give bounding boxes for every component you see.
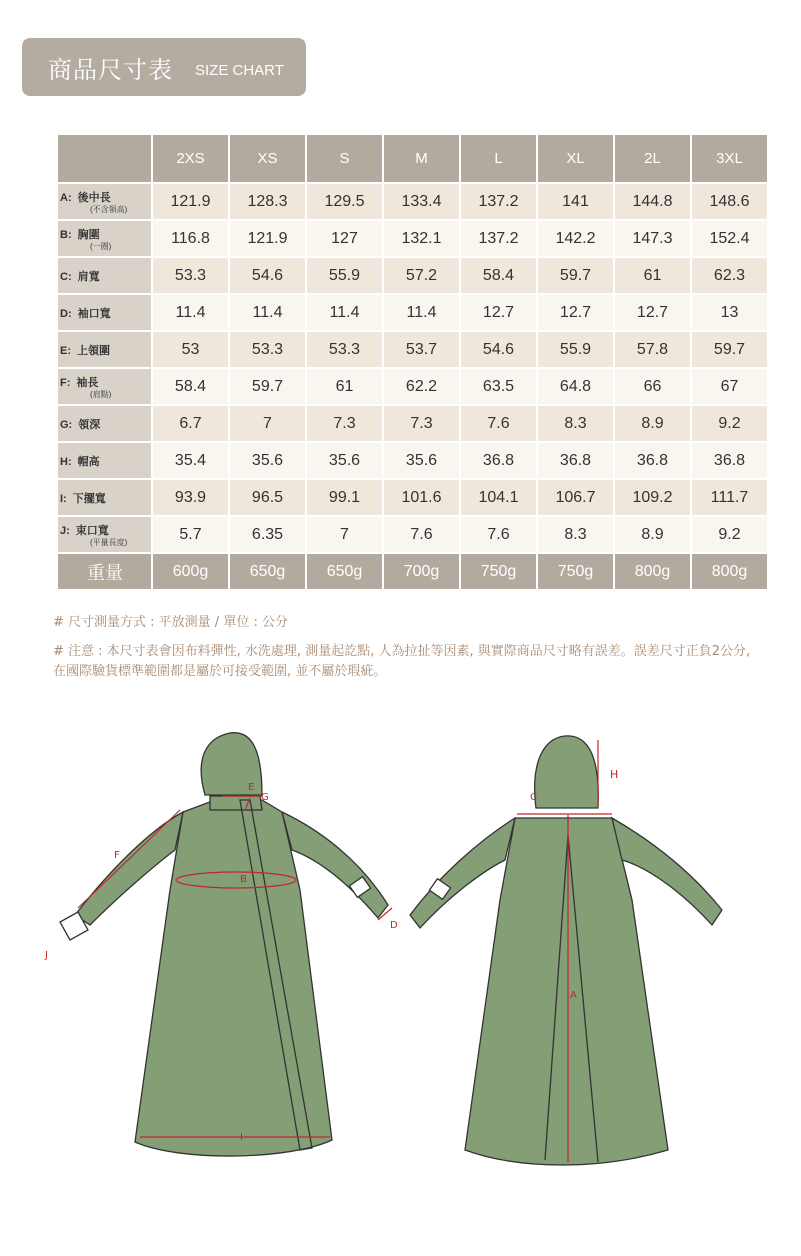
row-label-name: 帽高: [77, 455, 100, 468]
size-value-cell: 61: [615, 258, 690, 293]
row-label: [58, 184, 151, 219]
table-row: [58, 406, 767, 441]
size-value-cell: 99.1: [307, 480, 382, 515]
row-label-name: 束口寬: [75, 525, 109, 537]
size-header-cell: 2L: [615, 135, 690, 182]
table-row: [58, 258, 767, 293]
size-value-cell: 55.9: [307, 258, 382, 293]
table-row: [58, 295, 767, 330]
size-value-cell: 9.2: [692, 406, 767, 441]
table-row: [58, 443, 767, 478]
size-value-cell: 61: [307, 369, 382, 404]
size-value-cell: 8.9: [615, 517, 690, 552]
weight-cell: 600g: [153, 554, 228, 589]
caution-note: # 注意 : 本尺寸表會因布料彈性, 水洗處理, 測量起訖點, 人為拉扯等因素, 與實際商品尺寸略有誤差。誤差尺寸正負2公分, 在國際驗貨標準範圍都是屬於可接受範圍, 並不屬於瑕疵。: [53, 644, 751, 679]
size-value-cell: 116.8: [153, 221, 228, 256]
size-value-cell: 57.8: [615, 332, 690, 367]
size-value-cell: 8.3: [538, 517, 613, 552]
label-b: B: [240, 874, 247, 885]
size-table: [56, 133, 769, 591]
title-chinese: 商品尺寸表: [48, 55, 173, 84]
size-value-cell: 53.3: [230, 332, 305, 367]
size-value-cell: 147.3: [615, 221, 690, 256]
title-english: SIZE CHART: [195, 61, 284, 79]
size-value-cell: 7: [307, 517, 382, 552]
label-d: D: [390, 920, 398, 931]
row-label-sub: (一圈): [90, 242, 112, 251]
row-label-name: 胸圍: [77, 229, 100, 241]
size-value-cell: 152.4: [692, 221, 767, 256]
size-value-cell: 11.4: [307, 295, 382, 330]
weight-cell: 800g: [615, 554, 690, 589]
size-value-cell: 11.4: [230, 295, 305, 330]
size-value-cell: 141: [538, 184, 613, 219]
size-value-cell: 67: [692, 369, 767, 404]
row-label: [58, 480, 151, 515]
weight-row: [58, 554, 767, 589]
size-value-cell: 36.8: [461, 443, 536, 478]
size-value-cell: 148.6: [692, 184, 767, 219]
size-value-cell: 58.4: [153, 369, 228, 404]
row-label: [58, 443, 151, 478]
row-label-text: J:: [60, 525, 70, 537]
size-value-cell: 8.3: [538, 406, 613, 441]
size-value-cell: 58.4: [461, 258, 536, 293]
size-value-cell: 57.2: [384, 258, 459, 293]
size-value-cell: 59.7: [692, 332, 767, 367]
size-value-cell: 7.6: [384, 517, 459, 552]
size-value-cell: 133.4: [384, 184, 459, 219]
size-value-cell: 7.6: [461, 517, 536, 552]
row-label-text: A:: [60, 192, 72, 204]
size-value-cell: 36.8: [538, 443, 613, 478]
size-value-cell: 12.7: [461, 295, 536, 330]
table-row: [58, 517, 767, 552]
size-value-cell: 129.5: [307, 184, 382, 219]
size-value-cell: 12.7: [615, 295, 690, 330]
size-header-cell: XL: [538, 135, 613, 182]
weight-cell: 750g: [461, 554, 536, 589]
row-label-text: B:: [60, 229, 72, 241]
size-header-cell: M: [384, 135, 459, 182]
row-label-text: C:: [60, 270, 72, 283]
weight-cell: 650g: [230, 554, 305, 589]
row-label-sub: (不含領高): [90, 205, 128, 214]
row-label: [58, 332, 151, 367]
row-label-text: E:: [60, 344, 71, 357]
size-chart-title-tag: [22, 38, 306, 96]
row-label: [58, 406, 151, 441]
label-f: F: [114, 850, 120, 861]
size-value-cell: 6.35: [230, 517, 305, 552]
label-j: J: [45, 950, 48, 961]
size-header-cell: 2XS: [153, 135, 228, 182]
row-label-name: 領深: [78, 418, 101, 431]
size-value-cell: 11.4: [153, 295, 228, 330]
size-value-cell: 142.2: [538, 221, 613, 256]
size-value-cell: 62.2: [384, 369, 459, 404]
measure-method-note: # 尺寸測量方式 : 平放測量 / 單位 : 公分: [53, 615, 288, 630]
size-value-cell: 35.4: [153, 443, 228, 478]
weight-cell: 700g: [384, 554, 459, 589]
size-value-cell: 101.6: [384, 480, 459, 515]
row-label: [58, 517, 151, 552]
size-value-cell: 106.7: [538, 480, 613, 515]
size-value-cell: 9.2: [692, 517, 767, 552]
size-value-cell: 53: [153, 332, 228, 367]
size-value-cell: 128.3: [230, 184, 305, 219]
size-value-cell: 53.7: [384, 332, 459, 367]
table-row: [58, 480, 767, 515]
size-value-cell: 54.6: [230, 258, 305, 293]
row-label-name: 肩寬: [77, 270, 100, 283]
corner-cell: [58, 135, 151, 182]
weight-cell: 650g: [307, 554, 382, 589]
row-label: [58, 369, 151, 404]
row-label-sub: (平量長度): [90, 538, 128, 547]
row-label-text: F:: [60, 377, 71, 389]
table-row: [58, 332, 767, 367]
size-value-cell: 8.9: [615, 406, 690, 441]
size-value-cell: 13: [692, 295, 767, 330]
size-value-cell: 96.5: [230, 480, 305, 515]
row-label-text: G:: [60, 418, 73, 431]
size-value-cell: 121.9: [230, 221, 305, 256]
label-g: G: [261, 792, 269, 803]
size-value-cell: 11.4: [384, 295, 459, 330]
row-label-text: H:: [60, 455, 72, 468]
size-value-cell: 104.1: [461, 480, 536, 515]
size-value-cell: 137.2: [461, 221, 536, 256]
size-value-cell: 7.3: [384, 406, 459, 441]
table-row: [58, 369, 767, 404]
row-label-name: 袖口寬: [77, 307, 111, 320]
row-label-name: 下擺寬: [72, 492, 106, 505]
label-c: C: [530, 792, 537, 803]
size-value-cell: 36.8: [692, 443, 767, 478]
table-row: [58, 221, 767, 256]
size-value-cell: 93.9: [153, 480, 228, 515]
size-value-cell: 59.7: [230, 369, 305, 404]
weight-cell: 750g: [538, 554, 613, 589]
table-row: [58, 184, 767, 219]
size-value-cell: 63.5: [461, 369, 536, 404]
size-value-cell: 59.7: [538, 258, 613, 293]
label-a: A: [570, 990, 577, 1001]
size-value-cell: 111.7: [692, 480, 767, 515]
size-value-cell: 6.7: [153, 406, 228, 441]
size-value-cell: 12.7: [538, 295, 613, 330]
row-label: [58, 295, 151, 330]
size-value-cell: 127: [307, 221, 382, 256]
size-header-cell: 3XL: [692, 135, 767, 182]
back-coat-illustration: [410, 736, 722, 1165]
label-i: I: [240, 1132, 243, 1143]
row-label: [58, 258, 151, 293]
weight-cell: 800g: [692, 554, 767, 589]
row-label-name: 上領圍: [77, 344, 110, 357]
size-value-cell: 35.6: [384, 443, 459, 478]
size-value-cell: 62.3: [692, 258, 767, 293]
size-value-cell: 53.3: [307, 332, 382, 367]
size-value-cell: 54.6: [461, 332, 536, 367]
label-e: E: [248, 782, 255, 793]
size-value-cell: 144.8: [615, 184, 690, 219]
size-value-cell: 121.9: [153, 184, 228, 219]
garment-diagram: [0, 700, 801, 1256]
size-value-cell: 5.7: [153, 517, 228, 552]
size-header-row: [58, 135, 767, 182]
size-value-cell: 53.3: [153, 258, 228, 293]
size-value-cell: 132.1: [384, 221, 459, 256]
size-value-cell: 7: [230, 406, 305, 441]
size-value-cell: 7.3: [307, 406, 382, 441]
label-h: H: [610, 768, 619, 781]
row-label-text: D:: [60, 307, 72, 320]
size-header-cell: L: [461, 135, 536, 182]
size-value-cell: 36.8: [615, 443, 690, 478]
row-label: [58, 221, 151, 256]
row-label-text: I:: [60, 492, 67, 505]
size-value-cell: 35.6: [307, 443, 382, 478]
size-value-cell: 66: [615, 369, 690, 404]
size-value-cell: 64.8: [538, 369, 613, 404]
size-value-cell: 109.2: [615, 480, 690, 515]
size-value-cell: 55.9: [538, 332, 613, 367]
size-value-cell: 35.6: [230, 443, 305, 478]
size-header-cell: S: [307, 135, 382, 182]
row-label-sub: (肩點): [90, 390, 112, 399]
row-label-name: 後中長: [77, 192, 111, 204]
weight-label: 重量: [58, 554, 151, 589]
size-header-cell: XS: [230, 135, 305, 182]
size-value-cell: 7.6: [461, 406, 536, 441]
row-label-name: 袖長: [76, 377, 99, 389]
size-value-cell: 137.2: [461, 184, 536, 219]
